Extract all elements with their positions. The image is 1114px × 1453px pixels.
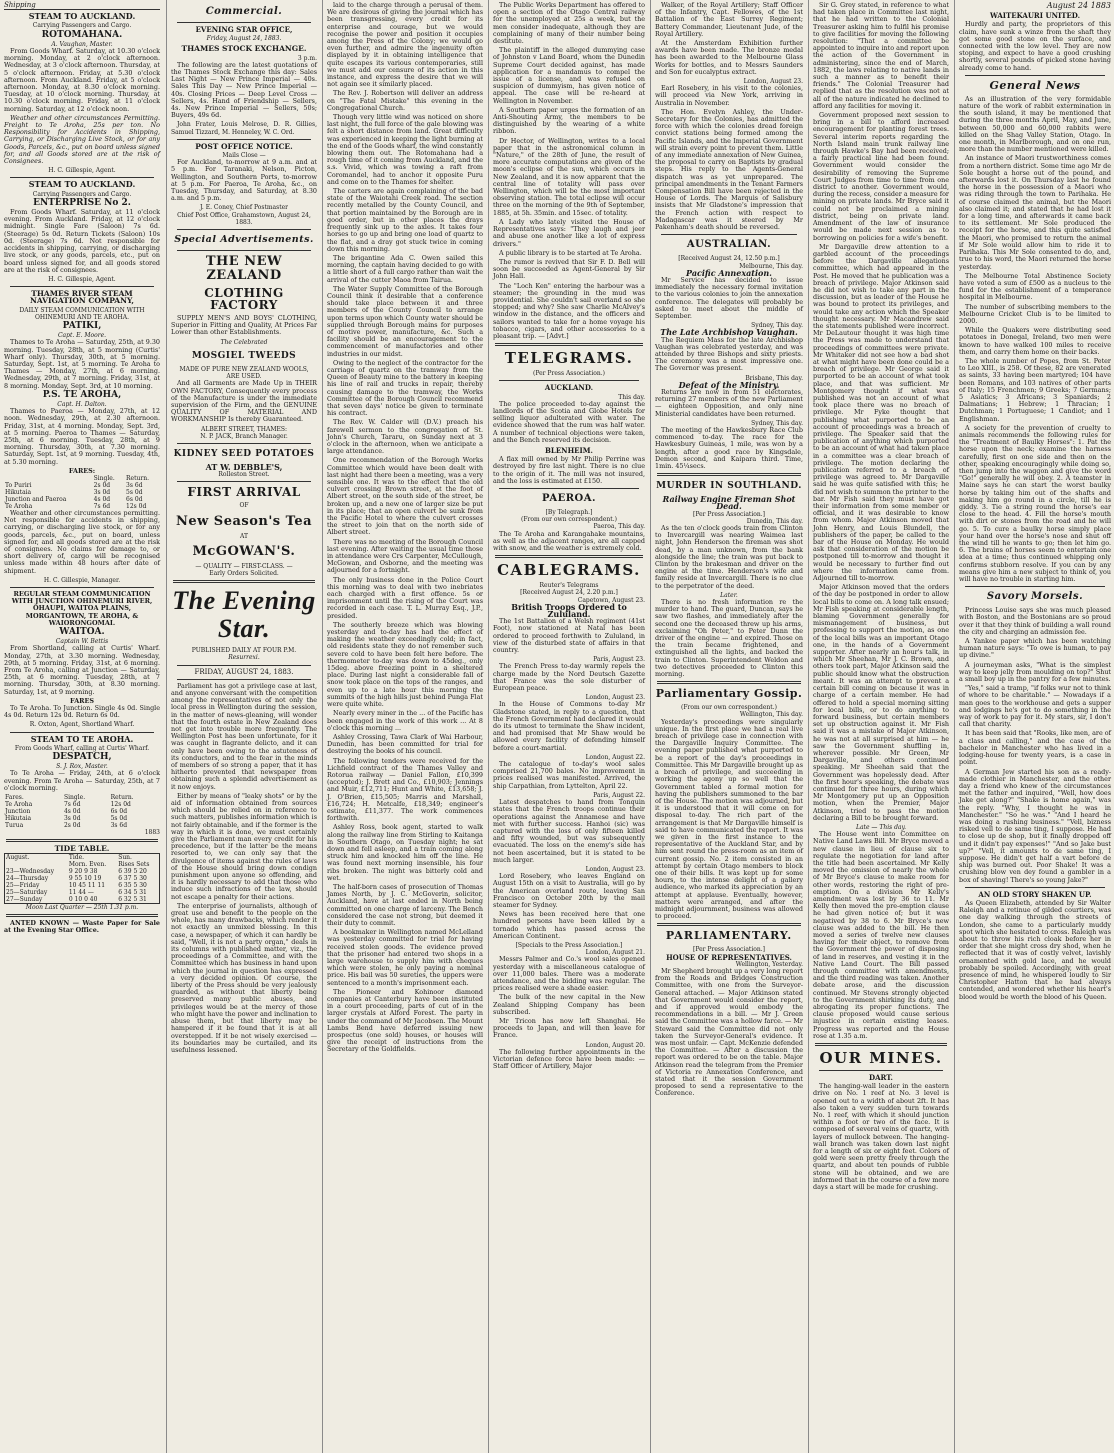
ship-name: P.S. TE AROHA, bbox=[42, 389, 122, 400]
news-paragraph: Mr Shepherd brought up a very long report from the Roads and Bridges Construction Committee, with one from the Surveyor-General attached. — Major Atkinson stated that Government would consider the report, and if approved would embody the recommendations in a bill. — Mr J. Green said the Committee was a hollow farce. — Mr Steward said the Committee did not only taken the Surveyor-General's evidence. It was most unfair. — Capt. McKenzie defended the Committee. — After a discussion the report was ordered to be on the table. Major Atkinson read the telegram from the Premier of Victoria re Annexation Conference, and stated that it the session Government proposed to send a representative to the Conference. bbox=[655, 966, 803, 1098]
news-paragraph: There was no meeting of the Borough Council last evening. After waiting the usual time those in attendance were Crs Carpenter, McCullough, McGowan, and Osborne, and the meeting was adjourned for a fortnight. bbox=[327, 537, 483, 575]
news-paragraph: Returns are now in from 51 electorates, returning 27 members of the new Parliament — eighteen Opposition, and only nine Ministerial candidates have been returned. bbox=[655, 387, 803, 418]
ad-headline: MOSGIEL TWEEDS bbox=[191, 350, 297, 361]
news-paragraph: The Water Supply Committee of the Borough Council think it desirable that a conference should take place between it and three members of the County Council to arrange upon terms upon which County water should be supplied through Borough mains for purposes of motive power, manufacture, &c. Such a facility should be an encouragement to the commencement of manufactories and other industries in our midst. bbox=[327, 284, 483, 358]
table-row: To Puriri 2s 0d 3s 6d bbox=[5, 481, 143, 489]
column-commercial bbox=[166, 0, 321, 1453]
brokers: John Frater, Louis Melrose, D. R. Gillies, Samuel Tizzard, M. Henneley, W. C. Ord. bbox=[171, 121, 317, 136]
ship-master: Capt. E. Moore. bbox=[57, 332, 107, 340]
news-headline: Railway Engine Fireman Shot Dead. bbox=[662, 494, 796, 512]
news-paragraph: The rumor is revived that Sir F. D. Bell will soon be succeeded as Agent-General by Sir John Hall. bbox=[493, 257, 645, 281]
dateline-day: Brisbane, This day. bbox=[745, 374, 803, 382]
section-title: OUR MINES. bbox=[819, 1049, 943, 1068]
fares-text: To Te Aroha. To Junction. Single 4s 0d. Single 4s 0d. Return 12s 0d. Return 6s 0d. bbox=[4, 704, 160, 720]
ad-subtitle: DAILY STEAM COMMUNICATION WITH OHINEMURI AND TE AROHA. bbox=[19, 306, 145, 321]
column-shipping bbox=[0, 0, 164, 1453]
section-title: Commercial. bbox=[205, 6, 283, 17]
table-row: Hikutaia 3s 0d 5s 0d bbox=[5, 488, 143, 496]
news-paragraph: Messrs Palmer and Co.'s wool sales opened yesterday with a miscellaneous catalogue of over 11,000 bales. There was a moderate attendance, and the bidding was regular. The prices realised were a shade easier. bbox=[493, 955, 645, 993]
fares-table bbox=[4, 794, 160, 829]
news-paragraph: The 1st Battalion of a Welsh regiment (41st Foot), now stationed at Natal has been ordered to proceed forthwith to Zululand, in view of the disturbed state of affairs in that country. bbox=[493, 617, 645, 655]
section-title: MURDER IN SOUTHLAND. bbox=[656, 481, 802, 492]
news-paragraph: The Requiem Mass for the late Archbishop Vaughan was celebrated yesterday, and was attended by three Bishops and sixty priests. The ceremony was a most impressive one. The Governor was present. bbox=[655, 335, 803, 373]
exchange-body: The following are the latest quotations of the Thames Stock Exchange this day: Sales Last Night — New Prince Imperial — 40s. Sales This Day — New Prince Imperial — 40s. Closing Prices — Deep Level Cross — Sellers, 4s. Hand of Friendship — Sellers, 4s. New Prince Imperial — Sellers, 50s; Buyers, 49s 6d. bbox=[171, 60, 317, 120]
news-paragraph: While the Quakers were distributing seed potatoes in Donegal, Ireland, two men were known to have walked 100 miles to receive them, and carry them home on their backs. bbox=[959, 326, 1111, 356]
ship-name: WAITOA. bbox=[59, 627, 105, 638]
dateline-place: BLENHEIM. bbox=[545, 445, 593, 455]
section-title: TELEGRAMS. bbox=[504, 349, 634, 368]
news-paragraph: Major Atkinson moved that the orders of the day be postponed in order to allow local bills to come on. A long talk ensued; Mr Fish speaking at considerable length, blaming Government generally for mismanagement of business, but professing to support the motion, as one of the local bills was an important Otago one, in the hands of a Government supporter. After nearly an hour's talk, in which Mr Sheehan, Mr J. C. Brown, and others took part, Major Atkinson said the public should know what the obstruction meant. It was an attempt to prevent a certain bill coming on because it was in charge of a certain member. He had offered to hold a special morning sitting for local bills, or to do anything to forward business, but certain members set up obstruction against it. Mr Fish said it was a mistake of Major Atkinson, he was not at all surprised at him — he saw the Government shuffling in, wherever possible. Mr Green, Mr Dargaville, and others continued speaking. Mr Sheehan said that the Government was hopelessly dead. After the first hour's speaking, the debate was continued for three hours, during which Mr Montgomery put up an Opposition motion, when the Premier, Major Atkinson, tried to pass the motion declaring a Bill to be brought forward. bbox=[813, 583, 949, 822]
press-credit: Reuter's Telegrams bbox=[539, 582, 599, 590]
news-paragraph: Ashley Crossing, Tawa Clark of Wai Harbour, Dunedin, has been committed for trial for destroying the books of his council. bbox=[327, 732, 483, 756]
news-paragraph: The Pioneer and Kohinoor diamond companies at Canterbury have been instituted in a court proceeding, parts of cut of in the larger crystals at Alford Forest. The party in under the command of Mr Jacobsen. The Mount Lambs Bend have deferred issuing new prospectus (one sold) houses, or houses will give the receipt of instructions from the Secretary of the Goldfields. bbox=[327, 987, 483, 1054]
news-paragraph: The Public Works Department has offered to open a section of the Otago Central railway for the unemployed at 25s a week, but the men consider inadequate, although they are complaining of many of their number being destitute. bbox=[493, 1, 645, 46]
news-paragraph: The police proceeded to-day against the landlords of the Scotia and Globe Hotels for selling liquor adulterated with water. The evidence showed that the rum was half water. A number of technical objections were taken, and the Bench reserved its decision. bbox=[493, 399, 645, 444]
news-paragraph: Latest despatches to hand from Tonquin states that the French troops continue their operations against the Annamese and have met with further success. Hanhoi (sic) was captured with the loss of only fifteen killed and fifty wounded, but was subsequently evacuated. The loss on the enemy's side has not been ascertained, but it is stated to be much larger. bbox=[493, 798, 645, 864]
ship-name: ROTOMAHANA. bbox=[41, 29, 123, 40]
signature: Chief Post Office, Grahamstown, August 24, 1883. bbox=[177, 211, 311, 226]
news-paragraph: A bookmaker in Wellington named McLelland was yesterday committed for trial for having received stolen goods. The evidence proved that the prisoner had entered two shops in a large warehouse to supply him with cheques which were stolen, he only paying a nominal price. His bail was 50 sureties, the uppers were sentenced to a month's imprisonment each. bbox=[327, 928, 483, 987]
news-paragraph: The plaintiff in the alleged dummying case of Johnston v Land Board, whom the Dunedin Supreme Court decided against, has made application for a mandamus to compel the issue of a license, and was refused on suspicion of dummyism, has given notice of appeal. The case will be re-heard at Wellington in November. bbox=[493, 46, 645, 105]
news-paragraph: A Lady who lately visited the House of Representatives says: "They laugh and jeer and abuse one another like a lot of express drivers." bbox=[493, 217, 645, 248]
header-strip bbox=[4, 2, 160, 10]
ship-master: S. J. Rox, Master. bbox=[56, 763, 108, 771]
section-title: Parliamentary Gossip. bbox=[655, 687, 803, 701]
dateline-day: London, August 22. bbox=[585, 753, 645, 761]
news-paragraph: Hurdly and party, the proprietors of this claim, have sunk a winze from the shaft they got some good stone on the surface, and connected with the low level. They are now stoping, and expect to have a good crushing shortly, several pounds of picked stone having already come to hand. bbox=[959, 20, 1111, 72]
section-title: CABLEGRAMS. bbox=[497, 561, 641, 580]
press-credit: [Received August 24, 2.20 p.m.] bbox=[520, 589, 618, 597]
dateline-day: London, August 23. bbox=[585, 694, 645, 702]
post-title: POST OFFICE NOTICE. bbox=[195, 141, 293, 151]
news-paragraph: The whole number of Popes, from St. Peter to Leo XIII., is 258. Of these, 82 are venerated as saints, 33 having been martyred; 104 have been Romans, and 103 natives of other parts of Italy; 15 Frenchmen; 9 Greeks; 7 Germans; 5 Asiatics; 3 Africans; 3 Spaniards; 2 Dalmatians; 1 Hebrew; 1 Thracian; 1 Dutchman; 1 Portuguese; 1 Candiot; and 1 Englishman. bbox=[959, 356, 1111, 423]
press-credit: [By Telegraph.] bbox=[545, 508, 593, 516]
news-paragraph: Mr Tricon has now left Shanghai. He proceeds to Japan, and will then leave for France. bbox=[493, 1016, 645, 1040]
news-paragraph: As Queen Elizabeth, attended by Sir Walter Raleigh and a retinue of gilded courtiers, was one day walking through the streets of London, she came to a particularly muddy spot which she hesitated to cross. Raleigh was about to throw his rich cloak before her in order that she might cross dry shod, when he reflected that it was of costly velvet, lavishly ornamented with gold lace, and he would probably be spoiled. Accordingly, with great presence of mind, he whispered loudly to Sir Christopher Hatton that he had always contended, and wondered whether his heart's blood would be worth the blood of his Queen. bbox=[959, 898, 1111, 1001]
news-paragraph: A journeyman asks, "What is the simplest way to keep jelly from moulding on top?" Shut a small boy up in the pantry for a few minutes. bbox=[959, 660, 1111, 684]
schedule: To Te Aroha — Friday, 24th, at 6 o'clock evening. From Te Aroha — Saturday, 25th, at 7 o'clock morning. bbox=[4, 769, 160, 792]
ship-name: PATIKI, bbox=[62, 320, 102, 331]
news-paragraph: The following tenders were received for the Lichfield contract of the Thames Valley and Rotorua railway — Daniel Fallon, £10,399 (accepted); J. Brett and Co., £10,903; Jennings and Muir, £12,711; Hunt and White, £13,658; J. J. O'Brien, £15,505; Marris and Marshall, £16,724; H. Metcalfe, £18,349; engineer's estimate, £11,377. The work commences forthwith. bbox=[327, 756, 483, 823]
news-paragraph: Dr Hector, of Wellington, writes to a local paper that in the astronomical column in "Nature," of the 28th of June, the result of more accurate computations are given of the moon's eclipse of the sun, which occurs in New Zealand, and it is now apparent that the central line of totality will pass over Wellington, which will be the most important observing station. The total eclipse will occur three on the morning of the 9th of September, 1885, at 5h. 35min. and 15sec. of totality. bbox=[493, 136, 645, 217]
news-paragraph: The number of subscribing members to the Melbourne Cricket Club is to be limited to 2000. bbox=[959, 302, 1111, 325]
news-paragraph: The hanging-wall leader in the eastern drive on No. 1 reef at No. 3 level is opened out to a width of about 2ft. It has also taken a very sudden turn towards No. 1 reef, with which it should junction within a foot or two of the face. It is composed of several veins of quartz, with layers of mullock between. The hanging-wall branch was taken down last night for a length of six or eight feet. Colors of gold were seen pretty freely through the quartz, and about ten pounds of rubble stone will be obtained, and we are informed that in the course of a few more days a start will be made for crushing. bbox=[813, 1082, 949, 1192]
ad-line: The Celebrated bbox=[220, 338, 268, 346]
tide-note: Moon Last Quarter — 25th 1.31 p.m. bbox=[25, 903, 139, 911]
ad-signature: N. P. JACK, Branch Manager. bbox=[200, 432, 288, 440]
news-paragraph: It has been said that "Rooks, like men, are of a class and calling," and the case of the bachelor in Manchester who has lived in a lodging-house for twenty years, is a case in point. bbox=[959, 729, 1111, 767]
ad-line: AT bbox=[239, 532, 248, 540]
news-paragraph: Ashley Ross, book agent, started to walk along the railway line from Stirling to Kaitanga in Southern Otago, on Tuesday night; he sat down and fell asleep, and a train coming along struck him and knocked him off the line. He was found next morning insensible, his four ribs broken. The night was bitterly cold and wet. bbox=[327, 823, 483, 882]
page-date: August 24 1883 bbox=[1046, 1, 1111, 10]
press-credit: [Per Press Association.] bbox=[693, 946, 765, 954]
table-row: 25—Friday 10 45 11 11 6 35 5 30 bbox=[6, 881, 147, 889]
news-paragraph: As the ten o'clock goods train from Clinton to Invercargill was nearing Waimea last night, John Henderson the fireman was shot dead, by a man unknown, from the bank alongside the line; the train was put back to Clinton by the brakesman and driver on the engine at the time. Henderson's wife and family reside at Invercargill. There is no clue to the perpetrator of the deed. bbox=[655, 524, 803, 590]
ad-line: — QUALITY — FIRST-CLASS. — bbox=[195, 562, 293, 570]
news-paragraph: The Hon. Evelyn Ashley, the Under-Secretary for the Colonies, has admitted the force with which the colonies dread foreign convict stations being formed among the Pacific Islands, and the Imperial Government will strain every point to prevent them. Little of any immediate annexation of New Guinea, the proposal to carry on Baptists by gradual steps. His reply to the Agents-General dispatch was as yet unprepared. The principal amendments in the Tenant Farmers Compensation Bill have been rejected in the House of Lords. The Marquis of Salisbury insists that Mr Gladstone's impression that the French action with respect to Madagascar was it steered by Mr Pakenham's death should be reversed. bbox=[655, 107, 803, 232]
news-paragraph: The only business done in the Police Court this morning was to deal with two inebriates each charged with a first offence. 5s or imprisonment until the rising of the Court was recorded in each case. T. L. Murray Esq., J.P., presided. bbox=[327, 575, 483, 620]
ship-name: DESPATCH, bbox=[52, 752, 112, 763]
dateline-day: Paris, August 23. bbox=[593, 656, 645, 664]
dateline-day: Wellington, This day. bbox=[739, 711, 803, 719]
mine-name: DART. bbox=[869, 1073, 893, 1083]
section-label: Shipping bbox=[4, 1, 36, 9]
ad-line: MADE OF PURE NEW ZEALAND WOOLS, bbox=[179, 365, 309, 373]
ad-body: SUPPLY MEN'S AND BOYS' CLOTHING, Superior in Fitting and Quality, At Prices Far Lower than other Establishments. bbox=[171, 314, 317, 337]
news-paragraph: The bulk of the new capital in the New Zealand Shipping Company has been subscribed. bbox=[493, 993, 645, 1016]
table-row: Turua 2s 0d 3s 6d bbox=[5, 822, 128, 830]
news-paragraph: The carters are again complaining of the bad state of the Waiotahi Creek road. The section recently metalled by the County Council, and that portion maintained by the Borough are in good order, but in other places the drays frequently sink up to the axles. It takes four horses to go up and bring one load of quartz to the flat, and a dray got stuck twice in coming down this morning. bbox=[327, 187, 483, 253]
news-paragraph: A society for the prevention of cruelty to animals recommends the following rules for the "Treatment of Baulky Horses": 1. Pat the horse upon the neck; examine the harness carefully, first on one side and then on the other, speaking encouragingly while doing so, then jump into the waggon and give the word "Go!" generally he will obey. 2. A teamster in Maine says he can start the worst baulky horse by taking him out of the shafts and making him go round in a circle, till he is giddy. 3. Tie a string round the horse's ear close to the head. 4. Fill the horse's mouth with dirt or stones from the road and he will go. 5. To cure a baulky horse simply place your hand over the horse's nose and shut off the wind till he wants to go; then let him go. 6. The brains of horses seem to entertain one idea at a time; thus continued whipping only confirms stubborn resolve. If you can by any means give him a new subject to think of, you will have no trouble in starting him. bbox=[959, 423, 1111, 584]
news-paragraph: Princess Louise says she was much pleased with Boston, and the Bostonians are so proud over it that they think of building a wall round the city and charging an admission fee. bbox=[959, 606, 1111, 636]
news-paragraph: A Yankee paper which has been watching human nature says: "To owe is human, to pay up divine." bbox=[959, 637, 1111, 660]
table-row: 24—Thursday 9 55 10 19 6 37 5 30 bbox=[6, 874, 147, 882]
post-sub: Mails Close — bbox=[222, 152, 266, 160]
news-paragraph: Government proposed next session to bring in a bill to afford increased encouragement for planting forest trees. Several interim reports regarding the North Island main trunk railway line through Hawke's Bay had been received; a fairly practical line had been found. Government would consider the desirability of removing the Supreme Court Judges from time to time from one district to another. Government would, during the recess, consider a measure for mining on private lands. Mr Bryce said it could not be proclaimed a mining district, being on private land. Amendment of the law of insurance would be made next session as to borrowing on policies for a wife's benefit. bbox=[813, 111, 949, 242]
news-paragraph: One recommendation of the Borough Works Committee which would have been dealt with last night had there been a meeting, was a very sensible one. It was to the effect that the old culvert crossing Brown street, at the foot of Albert street, on the south side of the street, be broken up, and a new one of larger size be put in its place; that an open culvert be sunk from the Pacific Hotel to where the culvert crosses the street to join that on the north side of Albert street. bbox=[327, 456, 483, 537]
mine-name: WAITEKAURI UNITED. bbox=[989, 11, 1081, 21]
ship-master: Capt. H. Dalton. bbox=[57, 400, 107, 408]
table-row: Fares. Single. Return. bbox=[5, 794, 134, 802]
ad-headline: CLOTHING FACTORY bbox=[204, 286, 284, 313]
press-credit: (From our own correspondent.) bbox=[681, 704, 777, 712]
schedule: From Goods Wharf. Saturday, at 11 o'clock evening. From Auckland. Friday, at 12 o'clock midnight. Single Fare (Saloon) 7s 6d. (Steerage) 5s 0d. Return Tickets (Saloon) 10s 0d. (Steerage) 7s 6d. Not responsible for accidents in shipping, carrying, or discharging live stock, or any goods, parcels, etc., put on board unless signed for, and all goods stored are at the risk of consignees. bbox=[4, 208, 160, 274]
press-credit: (From our own correspondent.) bbox=[521, 516, 617, 524]
ad-address: ALBERT STREET, THAMES: bbox=[201, 425, 287, 433]
dateline-day: London, August 21. bbox=[585, 949, 645, 957]
fares-title: FARES: bbox=[68, 466, 96, 475]
dateline-day: Wellington, Yesterday. bbox=[735, 960, 803, 968]
signature: H. C. Gillespie, Agent. bbox=[48, 167, 116, 175]
ad-subtitle: From Goods Wharf, calling at Curtis' Wharf. bbox=[14, 744, 150, 752]
editorial-paragraph: Parliament has got a privilege case at last, and anyone conversant with the competition among the representatives of not only the local press in Wellington during the session, in the matter of news-gleaning, will wonder that the fourth estate in New Zealand does not get into trouble more frequently. The Wellington Post has been unfortunate, for it was caught in flagrante delicto, and it can only have been owing to the astuteness of its conductors, and to the fear in the minds of members of so strong a paper, that it has hitherto prevented that newspaper from obtaining such a splendid advertisement as it now enjoys. bbox=[171, 681, 317, 791]
news-headline: British Troops Ordered to Zululand. bbox=[511, 601, 627, 620]
section-title: Special Advertisements. bbox=[174, 234, 314, 246]
dateline-day: Sydney, This day. bbox=[751, 322, 803, 330]
dateline-place: AUCKLAND. bbox=[544, 383, 594, 393]
signature: R. Oxton, Agent, Shortland Wharf. bbox=[29, 721, 135, 729]
press-credit: [Per Press Association.] bbox=[693, 510, 765, 518]
dateline: FRIDAY, AUGUST 24, 1883. bbox=[194, 667, 294, 676]
news-paragraph: Though very little wind was noticed on shore last night, the full force of the gale blowing was felt a short distance from land. Great difficulty was experienced in keeping the light burning at the end of the Goods wharf, the wind constantly blowing them out. The Rotomahana had a rough time of it coming from Auckland, and the s.s. Vivid, which was towing a raft from Coromandel, had to anchor it opposite Puru and come on to the Thames for shelter. bbox=[327, 113, 483, 186]
ad-line: Rolleston Street. bbox=[218, 471, 270, 479]
ad-line: OF bbox=[239, 502, 249, 510]
ad-title: STEAM TO AUCKLAND. bbox=[28, 179, 136, 190]
dateline-day: Paris, August 22. bbox=[593, 791, 645, 799]
signature: H. C. Gillespie, Manager. bbox=[43, 576, 121, 584]
ad-line: Early Orders Solicited. bbox=[209, 569, 279, 577]
news-headline: Defeat of the Ministry. bbox=[678, 379, 780, 390]
news-paragraph: News has been received here that one hundred persons have been killed by a tornado which has passed across the American Continent. bbox=[493, 910, 645, 940]
ad-headline: FIRST ARRIVAL bbox=[187, 485, 301, 500]
ship-master: Captain W. Bettis bbox=[55, 638, 109, 646]
news-paragraph: The following further appointments in the Victorian defence force have been made: — Staff Officer of Artillery, Major bbox=[493, 1047, 645, 1071]
fares-table: Single. Return. To Puriri 2s 0d 3s 6d Hikutaia 3s 0d 5s 0d Junction and Paeroa 4s 0d 6s 0d Te Aroha 7s 6d 12s 0d bbox=[4, 475, 160, 510]
press-credit: (Per Press Association.) bbox=[533, 370, 605, 378]
dateline-day: Late — This day. bbox=[855, 823, 907, 831]
note: Weather and other circumstances permitting. Not responsible for accidents in shipping, carrying, or discharging live stock, or for any goods, parcels, &c., put on board, unless signed for, and all goods stored are at the risk of consignees. No claims for damage to, or short delivery of, cargo will be recognised unless made within 48 hours after date of shipment. bbox=[4, 508, 160, 575]
news-headline: HOUSE OF REPRESENTATIVES. bbox=[666, 952, 792, 962]
news-paragraph: laid to the charge through a perusal of them. We are desirous of giving the journal which has been transgressing, every credit for its enterprise and courage, but we would recognise the power and position it occupies among the Press of the Colony; we would go even further, and admire the ingenuity often displayed by it in obtaining intelligence that quite escapes its various contemporaries, still we must add our censure of its action in this instance, and express the desire that we will not again see it similarly placed. bbox=[327, 1, 483, 89]
column-telegrams bbox=[488, 0, 649, 1453]
press-credit: [Received August 24, 12.50 p.m.] bbox=[678, 255, 780, 263]
schedule: Thames to Te Aroha — Saturday, 25th, at 9.30 morning. Tuesday, 28th, at 5 morning (Curtis' Wharf only). Thursday, 30th, at 5 morning. Saturday, Sept. 1st, at 5 morning. Te Aroha to Thames — Monday, 27th, at 6 morning. Wednesday, 29th, at 7 morning. Friday, 31st, at 8 morning. Monday, Sept. 3rd, at 10 morning. bbox=[4, 338, 160, 390]
ad-title: REGULAR STEAM COMMUNICATION WITH JUNCTION OHINEMURI RIVER, OHAUPI, WAITOA PLAINS, MORGANTOWN, TE AROHA, & WAIORONGOMAI. bbox=[11, 590, 153, 627]
press-credit: [Specials to the Press Association.] bbox=[515, 941, 623, 949]
ad-subtitle: Carrying Passengers and Cargo. bbox=[32, 190, 132, 198]
section-title: AUSTRALIAN. bbox=[686, 239, 772, 251]
news-paragraph: The meeting of the Hawkesbury Race Club commenced to-day. The race for the Hawkesbury Guineas, 1 mile, was won by a length, after a good race by Kingsdale, Demon second, and Kaipara third. Time, 1min. 45¼secs. bbox=[655, 425, 803, 470]
ad-title: STEAM TO TE AROHA. bbox=[30, 733, 134, 744]
office-date: Friday, August 24, 1883. bbox=[206, 35, 282, 43]
table-row: 25—Saturday 11 44 — 6 34 5 31 bbox=[6, 888, 147, 896]
news-headline: Pacific Annexation. bbox=[686, 267, 772, 278]
news-paragraph: The southerly breeze which was blowing yesterday and to-day has had the effect of making the weather exceedingly cold; in fact, old residents state they do not remember such severe cold to have been felt here before. The thermometer to-day was down to 45deg., only 15deg. above freezing point in a sheltered place. During last night a considerable fall of snow took place on the tops of the ranges, and even up to a late hour this morning the summits of the high hills just behind Punga Flat were quite white. bbox=[327, 620, 483, 709]
schedule: Thames to Paeroa — Monday, 27th, at 12 noon. Wednesday, 29th, at 2.30 afternoon. Friday, 31st, at 4 morning. Monday, Sept. 3rd, at 5 morning. Paeroa to Thames — Saturday, 25th, at 6 morning. Tuesday, 28th, at 9 morning. Thursday, 30th, at 7.30 morning. Saturday, Sept. 1st, at 9 morning. Tuesday, 4th, at 5.30 morning. bbox=[4, 407, 160, 466]
ad-title: THAMES RIVER STEAM NAVIGATION COMPANY, bbox=[30, 289, 134, 306]
table-row: Junction and Paeroa 4s 0d 6s 0d bbox=[5, 495, 143, 503]
dateline-day: This day. bbox=[618, 393, 645, 401]
news-paragraph: Lord Rosebery, who leaves England on August 15th on a visit to Australia, will go by the American overland route, leaving San Francisco on October 20th by the mail steamer for Sydney. bbox=[493, 872, 645, 909]
news-paragraph: The catalogue of to-day's wool sales comprised 21,700 bales. No improvement in prices realised was manifested. Arrived, the ship Carpathian, from Lyttelton, April 22. bbox=[493, 760, 645, 790]
post-body: For Auckland, to-morrow at 9 a.m. and at 5 p.m. For Taranaki, Nelson, Picton, Wellington, and Southern Ports, to-morrow at 5 p.m. For Paeroa, Te Aroha, &c., on Tuesday, Thursday, and Saturday, at 8.30 a.m. and 5 p.m. bbox=[171, 158, 317, 203]
ship-master: A. Vaughan, Master. bbox=[51, 40, 113, 48]
news-paragraph: The Melbourne Total Abstinence Society have voted a sum of £500 as a nucleus to the fund for the establishment of a temperance hospital in Melbourne. bbox=[959, 271, 1111, 302]
table-row: Hikutaia 3s 0d 5s 0d bbox=[5, 815, 128, 823]
news-paragraph: Earl Rosebery, in his visit to the colonies, will proceed via New York, arriving in Australia in November. bbox=[655, 84, 803, 107]
news-paragraph: At the Amsterdam Exhibition further awards have been made. The bronze medal has been awarded to the Melbourne Glass Works for bottles, and to Messrs Saunders and Son for eucalyptus extract. bbox=[655, 39, 803, 76]
ad-subtitle: Carrying Passengers and Cargo. bbox=[32, 22, 132, 30]
news-paragraph: A flax mill owned by Mr Philip Perrine was destroyed by fire last night. There is no clue to the origin of it. The mill was not insured, and the loss is estimated at £150. bbox=[493, 455, 645, 485]
dateline-day: Capetown, August 23. bbox=[577, 596, 645, 604]
dateline-day: Sydney, This day. bbox=[751, 419, 803, 427]
dateline-day: Melbourne, This day. bbox=[739, 262, 803, 270]
news-paragraph: Owing to the neglect of the contractor for the carriage of quartz on the tramway from the Queen of Beauty mine to the battery in keeping his line of rail and trucks in repair, thereby causing damage to the tramway, the Works Committee of the Borough Council recommend that seven days' notice be given to terminate his contract. bbox=[327, 358, 483, 418]
news-paragraph: In the House of Commons to-day Mr Gladstone stated, in reply to a question, that the French Government had declared it would do its utmost to terminate the Shaw incident, and had promised that Mr Shaw would be allowed every facility of defending himself before a court-martial. bbox=[493, 700, 645, 752]
ad-headline: THE NEW ZEALAND bbox=[205, 254, 283, 284]
dateline-day: Later. bbox=[720, 591, 738, 599]
dateline-day: Paeroa, This day. bbox=[593, 523, 645, 531]
news-paragraph: The brigantine Ada C. Owen sailed this morning, the captain having decided to go with a little short of a full cargo rather than wait the arrival of the cutter Maoa from Tairua. bbox=[327, 253, 483, 284]
ad-headline: KIDNEY SEED POTATOES bbox=[173, 448, 315, 459]
news-paragraph: A Southern paper urges the formation of an Anti-Shouting Army, the members to be distinguished by the wearing of a white ribbon. bbox=[493, 105, 645, 136]
dateline-day: Dunedin, This day. bbox=[746, 517, 803, 525]
dateline-day: London, August 23. bbox=[585, 865, 645, 873]
news-paragraph: The French Press to-day warmly repels the charge made by the Nord Deutsch Gazette that France was the sole disturber of European peace. bbox=[493, 662, 645, 693]
news-paragraph: "Yes," said a tramp, "if folks wur not to think of whore to be charitable." — Nowadays if a man goes to the workhouse and gets a supper and lodgings he's got to do something in the way of work to pay for it. My stars, sir, I don't call that charity. bbox=[959, 684, 1111, 729]
fares-title: FARES bbox=[70, 696, 94, 705]
news-paragraph: A public library is to be started at Te Aroha. bbox=[499, 248, 642, 257]
column-intercolonial bbox=[650, 0, 807, 1453]
news-paragraph: Mr Dargaville drew attention to a garbled account of the proceedings before the Dargaville allegations committee, which had appeared in the Post. He moved that he publication was a breach of privilege. Major Atkinson said he did not wish to take any part in the discussion, but as leader of the House he was bound to protect its privileges, and would take any action which the Speaker thought necessary. Mr Macandrew said the statements published were incorrect. Mr DeLautour thought it was high time the Press was made to understand that proceedings of committees were private. Mr Whitaker did not see how a bad shot at what might have been done could be a breach of privilege. Mr George said it purported to be an account of what took place, and that was sufficient. Mr Montgomery thought if what was published was not an account of what took place there was no breach of privilege. Mr Fyke thought that publishing what purported to be an account of proceedings was a breach of privilege. The Speaker said that the publication of anything which purported to be an account of what had taken place in a committee was a clear breach of privilege. The motion declaring the publication referred to a breach of privilege was agreed to. Mr Dargaville said he was quite satisfied with this; he did not wish to summon the printer to the bar. Mr Fish said they must have got their information from some member or official, and it was desirable to know from whom. Major Atkinson moved that John Henry, and Louis Blundell, the publishers of the paper, be called to the bar of the House on Monday. He would ask that consideration of the motion be postponed till to-morrow and thought it would be necessary to further find out where the information came from. Adjourned till to-morrow. bbox=[813, 242, 949, 583]
signature: H. C. Gillespie, Agent. bbox=[48, 275, 116, 283]
exchange-time: 3 p.m. bbox=[297, 54, 317, 62]
news-paragraph: Sir G. Grey stated, in reference to what had taken place in Committee last night, that he had written to the Colonial Treasurer asking him to fulfil his promise to give facilities for moving the following resolution: "That a committee be appointed to inquire into and report upon the action of the Government in administering, since the end of March, 1882, the laws relating to native lands in such a manner as to benefit their friends." The Colonial Treasurer had replied that as the resolution was not at all of the nature indicated he declined to afford any facilities for moving it. bbox=[813, 1, 949, 110]
news-paragraph: The House went into Committee on Native Land Laws Bill. Mr Bryce moved a new clause in lieu of clause six to regulate the negotiation for land after the title had been ascertained. Mr Kelly moved the omission of nearly the whole of Mr Bryce's clause to make room for other words, restoring the right of pre-emption. On a division Mr Kelly's amendment was lost by 36 to 11. Mr Kelly then moved the pre-emption clause he had given notice of; but it was negatived by 38 to 6. Mr Bryce's new clause was added to the bill. He then moved a series of twelve new clauses having for their object, to remove from the Government the power of disposing of land in reserves, and vesting it in the Native Land Court. The Bill passed through committee with amendments, and the third reading was taken. Another debate arose, and the discussion continued. Mr Stevens strongly objected to the Government shirking its duty, and abrogating its proper functions. The clause proposed would cause serious injustice in certain existing leases. Progress was reported and the House rose at 1.35 a.m. bbox=[813, 830, 949, 1040]
news-paragraph: As an illustration of the very formidable nature of the work of rabbit extermination in the south island, it may be mentioned that during the three months April, May, and June, between 50,000 and 60,000 rabbits were killed on the Shag Valley Station, Otago. In one month, in Marlborough, and on one run, more than the number mentioned were killed. bbox=[959, 94, 1111, 154]
news-paragraph: An instance of Maori trustworthiness comes from a northern district. Some time ago Mr de Sole bought a horse out of the pound, and afterwards lost it. On Thursday last he found the horse in the possession of a Maori who was riding through the town to Parihaka. He of course claimed the animal, but the Maori also claimed it; and stated that he had lost it for a long time, and afterwards it came back to its settlement. Mr Sole produced the receipt for the horse, and this quite satisfied the Maori, who promised to return the animal if Mr Sole would allow him to ride it to Parihaka. This Mr Sole consented to do, and, true to his word, the Maori returned the horse yesterday. bbox=[959, 154, 1111, 271]
section-title: PARLIAMENTARY. bbox=[665, 929, 793, 943]
table-row: 27—Sunday 0 10 0 40 6 32 5 31 bbox=[6, 895, 147, 903]
ad-title: STEAM TO AUCKLAND. bbox=[28, 11, 136, 22]
editorial-paragraph: The enterprise of journalists, although of great use and benefit to the people on the whole, has many drawbacks, which render it not exactly an unmixed blessing. In this case, a newspaper, of which it can hardly be said, "Well, it is not a party organ," deals in its columns with published matter, viz., the proceedings of a Committee, and with the Committee which has business in hand upon which the journal in question has expressed a very decided opinion. Of course, the liberty of the Press should be very jealously guarded, as without that liberty being preserved many public abuses, and privileges would be at the mercy of those who might have the power and inclination to abuse them, but that liberty may be hampered if it be found that it is at all overstepped. If it be not wisely exercised — its boundaries may be curtailed, and its usefulness lessened. bbox=[171, 901, 317, 1054]
section-title: PAEROA. bbox=[542, 492, 596, 504]
news-paragraph: Walker, of the Royal Artillery; Staff Officer of the Infantry, Capt. Fellowes, of the 1st Battalion of the East Surrey Regiment; Battery Commander, Lieutenant Jude, of the Royal Artillery. bbox=[655, 1, 803, 38]
dateline-day: London, August 20. bbox=[585, 1041, 645, 1049]
note: Weather and other circumstances Permitting. Freight to Te Aroha, 25s per ton. No Responsibility for Accidents in Shipping, Carrying, or Discharging Live Stock, or for any Goods, Parcels, &c., put on board unless signed for, and all Goods stored are at the risk of Consignees. bbox=[4, 113, 160, 166]
news-paragraph: Yesterday's proceedings were singularly unique. In the first place we had a real live breach of privilege case in connection with the Dargaville Inquiry Committee. The evening paper published what purported to be a report of the day's proceedings in Committee. This Mr Dargaville brought up as a breach of privilege, and succeeding in working the agony up so well that the Government tabled a formal motion for having the publishers summoned to the bar of the House. The motion was adjourned, but it is understood that it will come on for disposal to-day. The rich part of the arrangement is that Mr Dargaville himself is said to have communicated the report. It was we given in the first instance to the representative of the Auckland Star, and by him sent round the press-room as an item of current gossip. No. 2 item consisted in an attempt by certain Otago members to block one of their bills. It was kept up for some hours, to the intense delight of a gallery audience, who marked its appreciation by an attempt at applause. Eventually, however, matters were arranged, and after the midnight adjournment, business was allowed to proceed. bbox=[655, 717, 803, 921]
masthead-sub: PUBLISHED DAILY AT FOUR P.M. bbox=[191, 647, 297, 655]
wanted-ad: ANTED KNOWN — Waste Paper for Sale at the Evening Star Office. bbox=[4, 918, 160, 934]
tide-table: August. Tide. Sun. Morn. Even. Rises Sets 23—Wednesday 9 20 9 38 6 39 5 20 24—Thursday 9 55 10 19 6 37 5 30 25—Friday 10 45 11 11 6 35 5 30 25—Saturday 11 44 — 6 34 5 31 27—Sunday 0 10 0 40 6 32 5 31 bbox=[4, 853, 160, 904]
news-paragraph: A German Jew started his son as a ready-made clothier in Manchester, and the other day a friend who knew of the circumstances met the father and inquired, "Well, how does Jake get along?" "Shake is home again," was the reply. "Why, I thought he was in Manchester." "So he was." "And I heard he was doing a rushing business." "Vell, bizness risked vell to de same ting, I suppose. He had to close up de shop, but it finally dropped off und it didn't pay expenses!" "And so Jake bust up?" "Vell, it amounts to de same ting, I suppose. He didn't get half a vart before de ship was burned out. Poor Shake! It was a crushing blow ven dey found a gambler in a box of shaving! There's so young Jake?" bbox=[959, 767, 1111, 884]
news-headline: The Late Archbishop Vaughan. bbox=[660, 327, 798, 338]
news-paragraph: The Te Aroha and Karangahake mountains, as well as the adjacent ranges, are all capped with snow, and the weather is extremely cold. bbox=[493, 529, 645, 552]
column-local-news bbox=[322, 0, 487, 1453]
table-row: 23—Wednesday 9 20 9 38 6 39 5 20 bbox=[6, 867, 147, 875]
news-paragraph: Nearly every miner in the ... of the Pacific has been engaged in the work of this work ... At 8 o'clock this morning ... bbox=[327, 709, 483, 732]
schedule: From Goods Wharf. Saturday, at 10.30 o'clock morning. Monday, at 2 o'clock afternoon. Wednesday, at 3 o'clock afternoon. Thursday, at 5 o'clock afternoon. Friday, at 5.30 o'clock afternoon. From Auckland. Friday, at 5 o'clock afternoon. Monday, at 8.30 o'clock morning. Tuesday, at 10 o'clock morning. Thursday, at 10.30 o'clock morning. Friday, at 11 o'clock morning. Saturday, at 12 o'clock noon. bbox=[4, 47, 160, 113]
editorial-paragraph: Either by means of "leaky shots" or by the aid of information obtained from sources which should be relied on in reference to such matters, publishes information which is not fairly obtainable, and if the former is the way in which it is done, we must certainly give the Parliament man every credit for his precedence, but if the latter be the means resorted to, we can only say that the divulgence of items against the rules of laws of the House should bring down condign punishment upon anyone so offending, and it is hardly necessary to add that those who induce such infractions of the law, should not escape a penalty for their actions. bbox=[171, 791, 317, 901]
ad-headline: New Season's Tea bbox=[175, 513, 313, 529]
table-row: Junction 4s 0d 6s 0d bbox=[5, 808, 128, 816]
news-paragraph: The Rev. J. Robertson will deliver an address on "The Fatal Mistake" this evening in the Congregational Church. bbox=[327, 89, 483, 112]
masthead: The Evening Star. bbox=[172, 586, 316, 644]
exchange-title: THAMES STOCK EXCHANGE. bbox=[181, 44, 307, 54]
tide-title: TIDE TABLE. bbox=[54, 844, 110, 854]
office-title: EVENING STAR OFFICE, bbox=[195, 25, 293, 34]
section-title: General News bbox=[989, 78, 1081, 92]
ad-line: AT W. DEBBLE'S, bbox=[205, 461, 283, 472]
schedule: From Shortland, calling at Curtis' Wharf. Monday, 27th, at 3.30 morning. Wednesday, 29th, at 5 morning. Friday, 31st, at 6 morning. From Te Aroha, calling at Junction — Saturday, 25th, at 6 morning. Tuesday, 28th, at 7 morning. Thursday, 30th, at 8.30 morning. Saturday, 1st, at 9 morning. bbox=[4, 644, 160, 696]
year-mark: 1883 bbox=[144, 829, 160, 837]
dateline-day: London, August 23. bbox=[743, 78, 803, 86]
news-paragraph: The half-born cases of prosecution of Thomas James North, by J. C. McGoverin, solicitor, Auckland, have at last ended in North being committed on one charge of larceny. The Bench considered the case not strong, but deemed it their duty to commit. bbox=[327, 882, 483, 927]
news-paragraph: The Rev. W. Calder will (D.V.) preach his farewell sermon to the congregation of St. John's Church, Tararu, on Sunday next at 3 o'clock in the afternoon, when we anticipate a large attendance. bbox=[327, 418, 483, 456]
column-parliament bbox=[808, 0, 953, 1453]
news-paragraph: Mr Service has decided to issue immediately the necessary formal invitation to the various colonies to join the annexation conference. The delegates will probably be asked to meet about the middle of September. bbox=[655, 275, 803, 320]
ad-body: And all Garments are Made Up in THEIR OWN FACTORY, Consequently every process of the Manufacture is under the immediate supervision of the Firm, and the GENUINE QUALITY OF MATERIAL AND WORKMANSHIP Is thereby Guaranteed. bbox=[171, 379, 317, 424]
news-paragraph: There is no fresh information re the murder to hand. The guard, Duncan, says he saw two flashes, and immediately after the second one the deceased threw up his arms, exclaiming "Oh Peter," to Peter Dunn the driver of the engine — and expired. Those on the train became frightened, and extinguished all the lights, and backed the train to Clinton. Superintendent Weldon and two detectives proceeded to Clinton this morning. bbox=[655, 598, 803, 679]
ship-name: ENTERPRISE No 2. bbox=[33, 197, 131, 208]
table-row: Te Aroha 7s 6d 12s 0d bbox=[5, 502, 147, 510]
news-headline: AN OLD STORY SHAKEN UP. bbox=[978, 889, 1092, 899]
ad-line: ARE USED. bbox=[226, 373, 262, 381]
table-row: Te Aroha 7s 6d 12s 0d bbox=[5, 801, 131, 809]
ad-headline: McGOWAN'S. bbox=[192, 543, 296, 559]
column-general-news bbox=[954, 0, 1114, 1453]
section-title: Savory Morsels. bbox=[986, 591, 1084, 603]
signature: J. E. Coney, Chief Postmaster bbox=[199, 204, 289, 212]
news-paragraph: The "Loch Ken" entering the harbour was a steamer; the grounding in the mud was providential. She couldn't sail overland so she stopped; and why? She saw Charlie McAlvey's window in the distance, and the officers and sailors wanted to take for a home voyage his tobacco, cigars, and other accessories to a pleasant trip. — [Advt.] bbox=[493, 281, 645, 340]
motto: Resurrexi. bbox=[228, 654, 260, 662]
